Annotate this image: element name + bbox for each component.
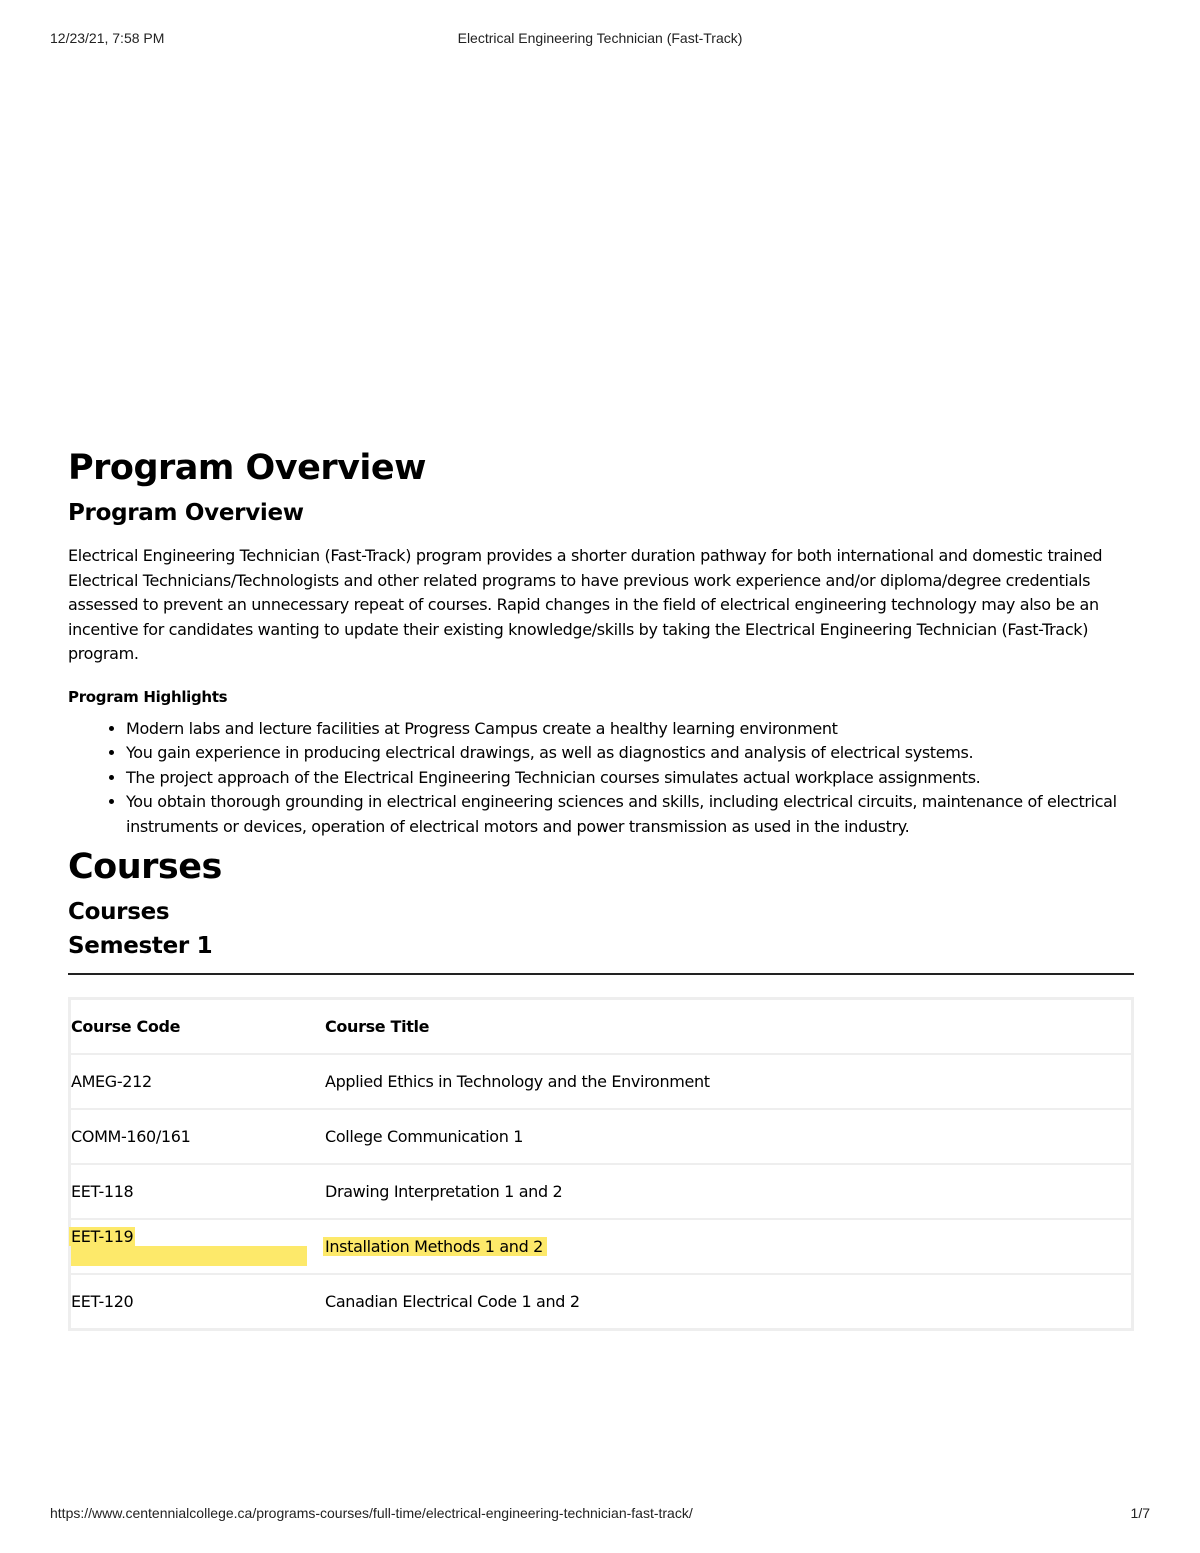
table-header-row: [70, 999, 1133, 1055]
print-footer: [50, 1505, 1150, 1525]
courses-heading: Courses: [68, 847, 222, 887]
table-row-highlighted: [70, 1219, 1133, 1274]
print-datetime: 12/23/21, 7:58 PM: [50, 30, 165, 46]
semester-divider: [68, 973, 1134, 975]
highlight-item: • Modern labs and lecture facilities at Progress Campus create a healthy learning environment: [126, 717, 1134, 742]
table-row: [70, 1054, 1133, 1109]
table-row: [70, 1109, 1133, 1164]
highlighted-course-code: EET-119: [71, 1227, 134, 1246]
course-title-cell: Canadian Electrical Code 1 and 2: [325, 1274, 1133, 1330]
course-code-cell: EET-118: [70, 1164, 326, 1219]
course-title-cell: College Communication 1: [325, 1109, 1133, 1164]
highlight-item: • You gain experience in producing electrical drawings, as well as diagnostics and analysis of electrical systems.: [126, 741, 1134, 766]
course-code-cell: [70, 1219, 326, 1274]
semester-heading: Semester 1: [68, 933, 213, 959]
print-page-title: Electrical Engineering Technician (Fast-Track): [457, 30, 743, 46]
course-title-cell: [325, 1219, 1133, 1274]
page-number: 1/7: [1130, 1505, 1150, 1521]
table-row: [70, 1274, 1133, 1330]
program-highlights-list: [68, 717, 1134, 840]
main-content: [68, 440, 1134, 1331]
highlight-mark: [71, 1246, 307, 1266]
print-url: https://www.centennialcollege.ca/programs-courses/full-time/electrical-engineering-technician-fast-track/: [50, 1505, 693, 1521]
highlight-item: • The project approach of the Electrical Engineering Technician courses simulates actual workplace assignments.: [126, 766, 1134, 791]
course-title-cell: Applied Ethics in Technology and the Environment: [325, 1054, 1133, 1109]
program-highlights-label: Program Highlights: [68, 687, 228, 706]
program-overview-intro: Electrical Engineering Technician (Fast-Track) program provides a shorter duration pathway for both international and domestic trained Electrical Technicians/Technologists and other related programs to have previous work experience and/or diploma/degree credentials assessed to prevent an unnecessary repeat of courses. Rapid changes in the field of electrical engineering technology may also be an incentive for candidates wanting to update their existing knowledge/skills by taking the Electrical Engineering Technician (Fast-Track) program.: [68, 546, 1103, 663]
course-code-cell: AMEG-212: [70, 1054, 326, 1109]
print-header: [50, 30, 1150, 50]
course-title-cell: Drawing Interpretation 1 and 2: [325, 1164, 1133, 1219]
table-row: [70, 1164, 1133, 1219]
column-header-course-code: Course Code: [70, 999, 326, 1055]
highlight-item: • You obtain thorough grounding in electrical engineering sciences and skills, including electrical circuits, maintenance of electrical instruments or devices, operation of electrical motors and power transmission as used in the industry.: [126, 790, 1134, 839]
column-header-course-title: Course Title: [325, 999, 1133, 1055]
program-overview-heading: Program Overview: [68, 448, 426, 488]
course-code-cell: COMM-160/161: [70, 1109, 326, 1164]
courses-table: [68, 997, 1134, 1331]
highlighted-course-title: Installation Methods 1 and 2: [323, 1237, 547, 1256]
program-overview-subheading: Program Overview: [68, 500, 304, 526]
course-code-cell: EET-120: [70, 1274, 326, 1330]
courses-subheading: Courses: [68, 899, 170, 925]
